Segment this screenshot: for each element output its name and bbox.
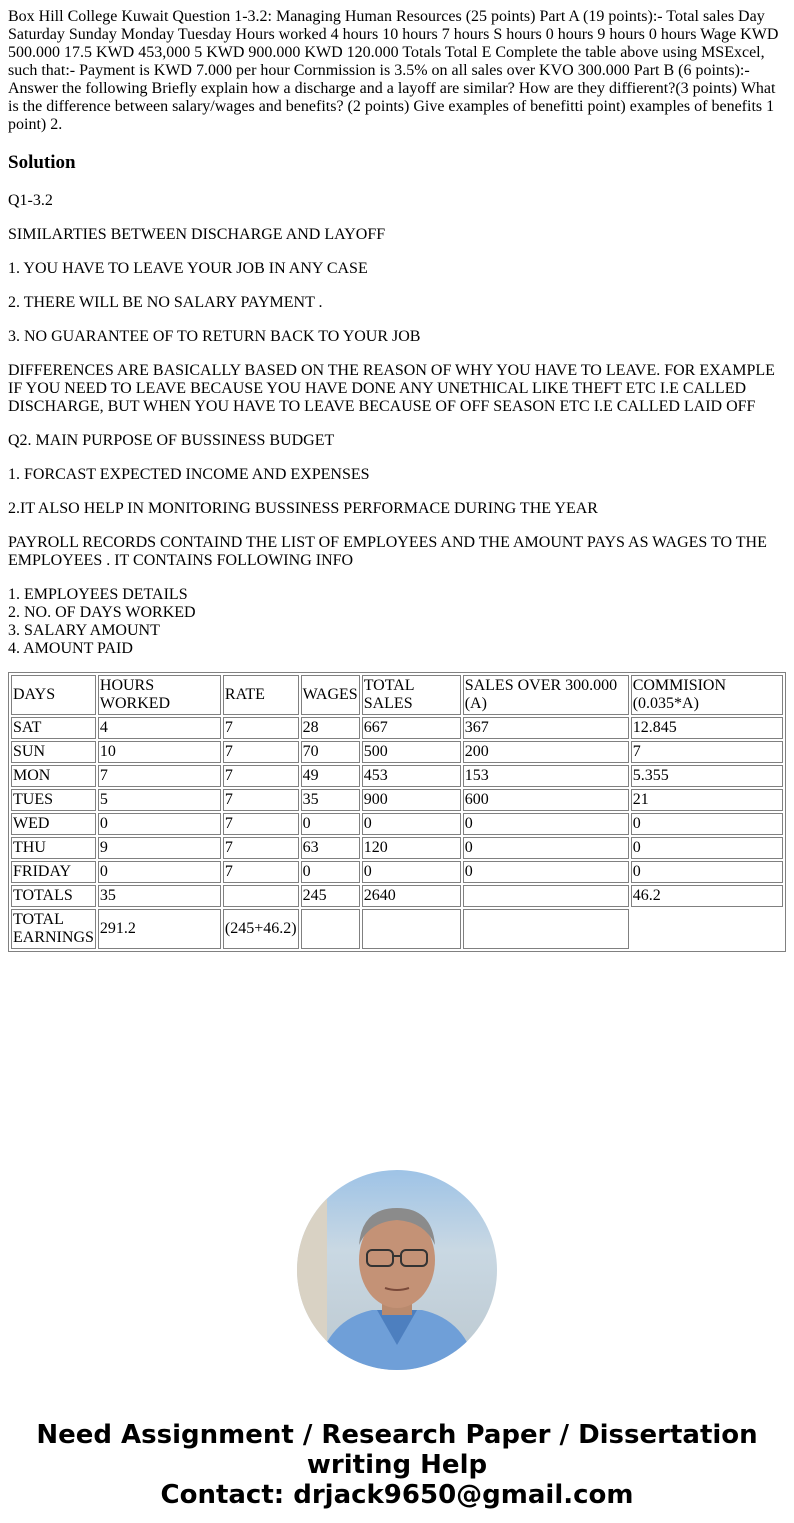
table-cell: 7 [223, 837, 299, 859]
table-row [11, 813, 783, 835]
table-row [11, 861, 783, 883]
table-cell: 600 [463, 789, 629, 811]
table-cell: 7 [223, 741, 299, 763]
table-cell: 0 [463, 813, 629, 835]
solution-paragraph: 2.IT ALSO HELP IN MONITORING BUSSINESS PERFORMACE DURING THE YEAR [8, 500, 598, 517]
author-avatar [297, 1170, 497, 1370]
table-row [11, 765, 783, 787]
table-cell: 0 [463, 837, 629, 859]
table-cell: 900 [362, 789, 461, 811]
table-cell: 291.2 [98, 909, 221, 949]
table-cell: FRIDAY [11, 861, 96, 883]
table-cell: 10 [98, 741, 221, 763]
info-list [8, 586, 786, 658]
table-row [11, 717, 783, 739]
footer-banner [8, 1420, 786, 1510]
solution-paragraph: 1. FORCAST EXPECTED INCOME AND EXPENSES [8, 466, 370, 483]
table-cell: 667 [362, 717, 461, 739]
table-cell: 367 [463, 717, 629, 739]
table-cell: 7 [98, 765, 221, 787]
solution-paragraph: 3. NO GUARANTEE OF TO RETURN BACK TO YOUR JOB [8, 328, 421, 345]
table-cell: 5.355 [631, 765, 783, 787]
payroll-table [8, 672, 786, 952]
solution-paragraph: SIMILARTIES BETWEEN DISCHARGE AND LAYOFF [8, 226, 386, 243]
solution-paragraph: 2. THERE WILL BE NO SALARY PAYMENT . [8, 294, 323, 311]
footer-contact: Contact: drjack9650@gmail.com [160, 1480, 634, 1510]
table-cell: SALES OVER 300.000 (A) [463, 675, 629, 715]
table-cell: 2640 [362, 885, 461, 907]
table-cell: TOTAL EARNINGS [11, 909, 96, 949]
table-cell: 35 [98, 885, 221, 907]
table-header-row [11, 675, 783, 715]
table-cell: 0 [301, 861, 360, 883]
table-cell: 35 [301, 789, 360, 811]
table-cell: TOTALS [11, 885, 96, 907]
table-cell: 0 [301, 813, 360, 835]
table-cell: WAGES [301, 675, 360, 715]
solution-paragraph: PAYROLL RECORDS CONTAIND THE LIST OF EMPLOYEES AND THE AMOUNT PAYS AS WAGES TO THE EMPLOYEES . IT CONTAINS FOLLOWING INFO [8, 534, 767, 569]
table-cell: DAYS [11, 675, 96, 715]
table-cell: 7 [223, 861, 299, 883]
table-cell: THU [11, 837, 96, 859]
table-cell: 7 [631, 741, 783, 763]
table-cell: 0 [631, 837, 783, 859]
table-cell: MON [11, 765, 96, 787]
info-list-item: 1. EMPLOYEES DETAILS [8, 586, 188, 603]
table-cell: 200 [463, 741, 629, 763]
table-cell: 0 [631, 861, 783, 883]
table-cell-empty [631, 909, 783, 949]
table-cell: 0 [631, 813, 783, 835]
table-cell: 0 [362, 861, 461, 883]
table-cell: 12.845 [631, 717, 783, 739]
info-list-item: 3. SALARY AMOUNT [8, 622, 160, 639]
table-cell: (245+46.2) [223, 909, 299, 949]
info-list-item: 4. AMOUNT PAID [8, 640, 133, 657]
table-cell: 245 [301, 885, 360, 907]
table-cell: 0 [362, 813, 461, 835]
table-cell: 500 [362, 741, 461, 763]
table-cell: 7 [223, 813, 299, 835]
table-cell: 46.2 [631, 885, 783, 907]
table-cell: 5 [98, 789, 221, 811]
table-cell [463, 885, 629, 907]
question-text: Box Hill College Kuwait Question 1-3.2: Managing Human Resources (25 points) Part A (19 points):- Total sales Day Saturday Sunday Monday Tuesday Hours worked 4 hours 10 hours 7 hours S hours 0 hours 9 hours 0 hours Wage KWD 500.000 17.5 KWD 453,000 5 KWD 900.000 KWD 120.000 Totals Total E Complete the table above using MSExcel, such that:- Payment is KWD 7.000 per hour Cornmission is 3.5% on all sales over KVO 300.000 Part B (6 points):- Answer the following Briefly explain how a discharge and a layoff are similar? How are they diffierent?(3 points) What is the difference between salary/wages and benefits? (2 points) Give examples of benefitti point) examples of benefits 1 point) 2. [8, 8, 779, 133]
table-cell: 120 [362, 837, 461, 859]
solution-paragraph: Q2. MAIN PURPOSE OF BUSSINESS BUDGET [8, 432, 335, 449]
table-row [11, 741, 783, 763]
footer-help-text: Need Assignment / Research Paper / Dissertation writing Help [36, 1420, 758, 1480]
solution-paragraph: 1. YOU HAVE TO LEAVE YOUR JOB IN ANY CASE [8, 260, 368, 277]
table-cell: 7 [223, 765, 299, 787]
table-cell: 21 [631, 789, 783, 811]
table-cell: SUN [11, 741, 96, 763]
table-cell: 63 [301, 837, 360, 859]
table-cell [362, 909, 461, 949]
table-cell: COMMISION (0.035*A) [631, 675, 783, 715]
table-row-total-earnings [11, 909, 783, 949]
table-cell: 9 [98, 837, 221, 859]
table-cell: 4 [98, 717, 221, 739]
table-cell: 7 [223, 789, 299, 811]
table-cell: 70 [301, 741, 360, 763]
info-list-item: 2. NO. OF DAYS WORKED [8, 604, 196, 621]
table-cell [463, 909, 629, 949]
table-cell: 7 [223, 717, 299, 739]
solution-heading: Solution [8, 152, 76, 173]
table-row [11, 789, 783, 811]
table-cell: 453 [362, 765, 461, 787]
table-cell: 28 [301, 717, 360, 739]
table-cell [223, 885, 299, 907]
table-cell: RATE [223, 675, 299, 715]
table-cell: TUES [11, 789, 96, 811]
table-cell [301, 909, 360, 949]
solution-paragraph: Q1-3.2 [8, 192, 53, 209]
table-cell: WED [11, 813, 96, 835]
table-cell: 0 [98, 861, 221, 883]
table-cell: HOURS WORKED [98, 675, 221, 715]
table-cell: 153 [463, 765, 629, 787]
table-cell: SAT [11, 717, 96, 739]
table-row [11, 837, 783, 859]
solution-paragraph: DIFFERENCES ARE BASICALLY BASED ON THE REASON OF WHY YOU HAVE TO LEAVE. FOR EXAMPLE IF YOU NEED TO LEAVE BECAUSE YOU HAVE DONE ANY UNETHICAL LIKE THEFT ETC I.E CALLED DISCHARGE, BUT WHEN YOU HAVE TO LEAVE BECAUSE OF OFF SEASON ETC I.E CALLED LAID OFF [8, 362, 775, 415]
table-cell: 0 [463, 861, 629, 883]
table-row [11, 885, 783, 907]
table-cell: 49 [301, 765, 360, 787]
table-cell: 0 [98, 813, 221, 835]
table-cell: TOTAL SALES [362, 675, 461, 715]
